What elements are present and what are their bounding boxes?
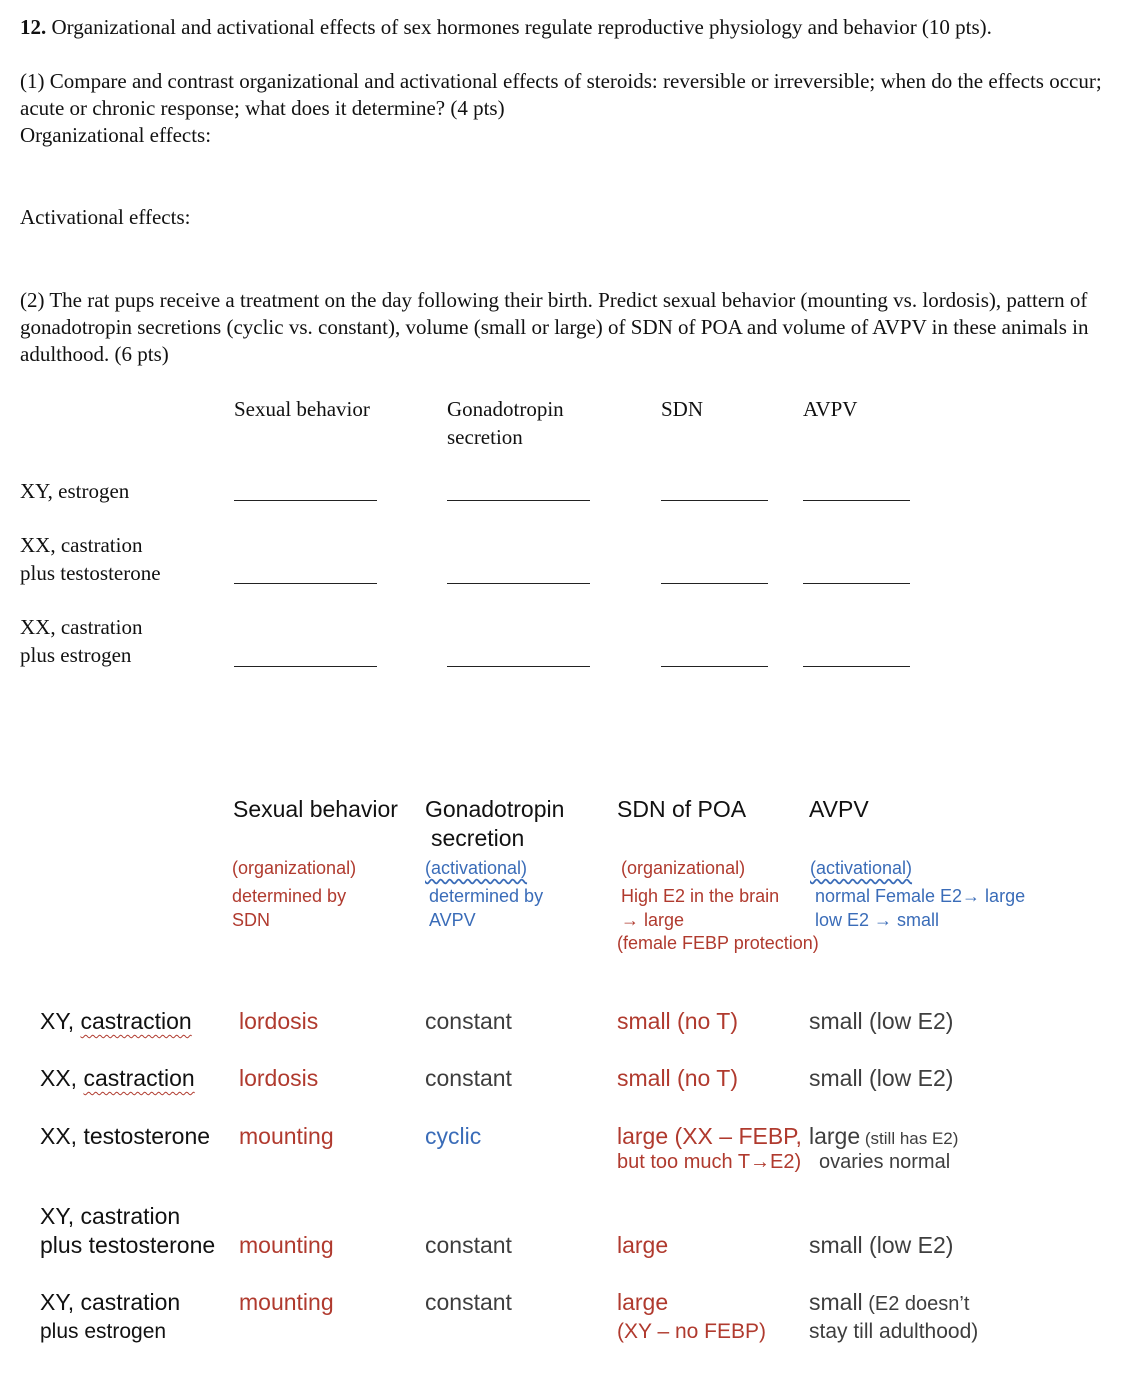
answer-header-sdn: SDN of POA bbox=[617, 796, 747, 822]
answer-sexual: mounting bbox=[239, 1289, 334, 1315]
answer-sdn: large bbox=[617, 1289, 669, 1315]
organizational-label: Organizational effects: bbox=[20, 123, 212, 147]
answer-blank-gonado[interactable] bbox=[447, 583, 590, 584]
answer-header-gonado-2: secretion bbox=[431, 825, 525, 851]
answer-avpv: large (still has E2) bbox=[809, 1123, 959, 1149]
answer-sexual: lordosis bbox=[239, 1065, 319, 1091]
answer-header-gonado: Gonadotropin bbox=[425, 796, 565, 822]
qt-header-gonado-2: secretion bbox=[447, 425, 523, 449]
note-sdn: (organizational) bbox=[621, 858, 746, 878]
question-part1: (1) Compare and contrast organizational and activational effects of steroids: reversible or irreversible; when do the effects occur; acute or chronic response; what does it determine? (4 pts) bbox=[20, 69, 1102, 120]
question-part2: (2) The rat pups receive a treatment on the day following their birth. Predict sexual behavior (mounting vs. lordosis), pattern of gonadotropin secretions (cyclic vs. constant), volume (small or large) of SDN of POA and volume of AVPV in these animals in adulthood. (6 pts) bbox=[20, 288, 1089, 366]
note-avpv: normal Female E2→ large bbox=[815, 886, 1026, 906]
note-sdn: (female FEBP protection) bbox=[617, 933, 819, 953]
answer-gonado: constant bbox=[425, 1065, 512, 1091]
note-gonado: (activational) bbox=[425, 858, 528, 878]
qt-row-label-2: plus testosterone bbox=[20, 561, 161, 585]
answer-row-label: XY, castraction bbox=[40, 1008, 192, 1034]
answer-blank-gonado[interactable] bbox=[447, 500, 590, 501]
answer-header-sexual: Sexual behavior bbox=[233, 796, 398, 822]
answer-blank-sexual[interactable] bbox=[234, 500, 377, 501]
answer-avpv: small (E2 doesn’t bbox=[809, 1289, 970, 1315]
note-sexual: (organizational) bbox=[232, 858, 357, 878]
answer-row-label-2: plus estrogen bbox=[40, 1320, 167, 1343]
answer-sexual: mounting bbox=[239, 1123, 334, 1149]
answer-row-label: XX, testosterone bbox=[40, 1123, 211, 1149]
answer-blank-sdn[interactable] bbox=[661, 666, 768, 667]
answer-blank-sexual[interactable] bbox=[234, 666, 377, 667]
qt-row-label-2: plus estrogen bbox=[20, 643, 132, 667]
answer-sdn-note: (XY – no FEBP) bbox=[617, 1320, 767, 1343]
answer-gonado: cyclic bbox=[425, 1123, 482, 1149]
qt-row-label: XX, castration bbox=[20, 615, 143, 639]
note-gonado: AVPV bbox=[429, 910, 476, 930]
qt-row-label: XY, estrogen bbox=[20, 479, 130, 503]
answer-sdn: small (no T) bbox=[617, 1008, 738, 1034]
answer-blank-avpv[interactable] bbox=[803, 500, 910, 501]
answer-sdn-note: but too much T→E2) bbox=[617, 1151, 802, 1173]
answer-blank-sdn[interactable] bbox=[661, 583, 768, 584]
answer-blank-avpv[interactable] bbox=[803, 583, 910, 584]
answer-avpv: small (low E2) bbox=[809, 1008, 954, 1034]
qt-header-sexual: Sexual behavior bbox=[234, 397, 370, 421]
answer-gonado: constant bbox=[425, 1008, 512, 1034]
note-sexual: determined by bbox=[232, 886, 347, 906]
answer-gonado: constant bbox=[425, 1289, 512, 1315]
activational-label: Activational effects: bbox=[20, 205, 191, 229]
qt-row-label: XX, castration bbox=[20, 533, 143, 557]
answer-blank-sdn[interactable] bbox=[661, 500, 768, 501]
answer-sdn: large bbox=[617, 1232, 669, 1258]
answer-blank-sexual[interactable] bbox=[234, 583, 377, 584]
answer-sexual: lordosis bbox=[239, 1008, 319, 1034]
answer-blank-avpv[interactable] bbox=[803, 666, 910, 667]
question-heading bbox=[20, 14, 1120, 41]
note-sdn: High E2 in the brain bbox=[621, 886, 780, 906]
answer-avpv-note: stay till adulthood) bbox=[809, 1320, 979, 1343]
answer-sdn: small (no T) bbox=[617, 1065, 738, 1091]
answer-blank-gonado[interactable] bbox=[447, 666, 590, 667]
answer-avpv: small (low E2) bbox=[809, 1232, 954, 1258]
question-number: 12. bbox=[20, 15, 47, 39]
qt-header-gonado: Gonadotropin bbox=[447, 397, 564, 421]
answer-row-label: XY, castration bbox=[40, 1203, 181, 1229]
note-sdn: → large bbox=[621, 910, 685, 930]
note-avpv: (activational) bbox=[810, 858, 913, 878]
answer-avpv-note: ovaries normal bbox=[819, 1151, 951, 1173]
answer-sdn: large (XX – FEBP, bbox=[617, 1123, 802, 1149]
question-title: Organizational and activational effects of sex hormones regulate reproductive physiology and behavior (10 pts). bbox=[46, 15, 992, 39]
answer-header-avpv: AVPV bbox=[809, 796, 869, 822]
answer-row-label-2: plus testosterone bbox=[40, 1232, 216, 1258]
qt-header-sdn: SDN bbox=[661, 397, 704, 421]
qt-header-avpv: AVPV bbox=[803, 397, 858, 421]
note-avpv: low E2 → small bbox=[815, 910, 940, 930]
answer-sexual: mounting bbox=[239, 1232, 334, 1258]
note-sexual: SDN bbox=[232, 910, 271, 930]
answer-row-label: XX, castraction bbox=[40, 1065, 195, 1091]
answer-row-label: XY, castration bbox=[40, 1289, 181, 1315]
note-gonado: determined by bbox=[429, 886, 544, 906]
answer-gonado: constant bbox=[425, 1232, 512, 1258]
answer-avpv: small (low E2) bbox=[809, 1065, 954, 1091]
